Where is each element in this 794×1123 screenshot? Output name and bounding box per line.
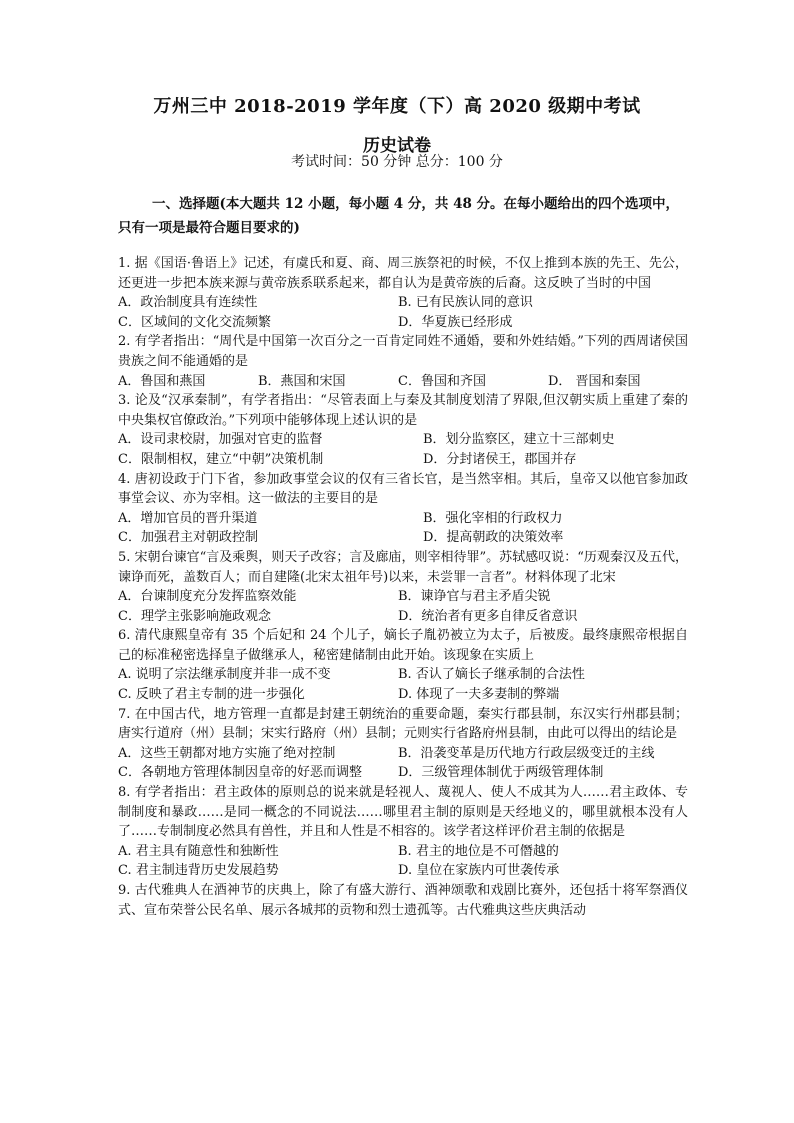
option-c[interactable]: C．鲁国和齐国 <box>398 373 486 389</box>
option-a[interactable]: A．这些王朝都对地方实施了绝对控制 <box>118 745 336 761</box>
question-1 <box>118 254 688 332</box>
question-stem: 7. 在中国古代，地方管理一直都是封建王朝统治的重要命题，秦实行郡县制，东汉实行州郡县制；唐实行道府（州）县制；宋实行路府（州）县制；元则实行省路府州县制，由此可以得出的结论是 <box>118 706 688 742</box>
option-c[interactable]: C. 反映了君主专制的进一步强化 <box>118 687 305 703</box>
option-a[interactable]: A．设司隶校尉，加强对官吏的监督 <box>118 432 323 448</box>
option-b[interactable]: B. 君主的地位是不可僭越的 <box>398 843 559 859</box>
option-a[interactable]: A. 说明了宗法继承制度并非一成不变 <box>118 667 331 683</box>
question-stem: 2. 有学者指出：“周代是中国第一次百分之一百肯定同姓不通婚，要和外姓结婚。”下列的西周诸侯国贵族之间不能通婚的是 <box>118 334 688 369</box>
option-d[interactable]: D．华夏族已经形成 <box>398 314 513 330</box>
option-b[interactable]: B．沿袭变革是历代地方行政层级变迁的主线 <box>398 745 655 761</box>
question-4 <box>118 470 688 548</box>
option-c[interactable]: C．加强君主对朝政控制 <box>118 530 258 546</box>
question-5 <box>118 548 688 626</box>
option-c[interactable]: C．各朝地方管理体制因皇帝的好恶而调整 <box>118 765 362 781</box>
options <box>118 293 688 332</box>
question-stem: 3. 论及“汉承秦制”，有学者指出：“尽管表面上与秦及其制度划清了界限,但汉朝实质上重建了秦的中央集权官僚政治。”下列项中能够体现上述认识的是 <box>118 393 688 428</box>
options <box>118 430 688 469</box>
option-d[interactable]: D. 体现了一夫多妻制的弊端 <box>398 687 560 703</box>
option-d[interactable]: D．提高朝政的决策效率 <box>423 530 564 546</box>
option-a[interactable]: A．政治制度具有连续性 <box>118 295 258 311</box>
options <box>118 842 688 881</box>
question-stem: 6. 清代康熙皇帝有 35 个后妃和 24 个儿子，嫡长子胤礽被立为太子，后被废。最终康熙帝根据自己的标准秘密选择皇子做继承人，秘密建储制由此开始。该现象在实质上 <box>118 628 688 663</box>
option-b[interactable]: B．燕国和宋国 <box>258 373 346 389</box>
option-c[interactable]: C．区域间的文化交流频繁 <box>118 314 271 330</box>
option-d[interactable]: D. 皇位在家族内可世袭传承 <box>398 863 560 879</box>
option-b[interactable]: B. 已有民族认同的意识 <box>398 295 533 311</box>
exam-meta: 考试时间：50 分钟 总分：100 分 <box>291 154 503 170</box>
option-a[interactable]: A．鲁国和燕国 <box>118 373 206 389</box>
option-c[interactable]: C. 君主制违背历史发展趋势 <box>118 863 279 879</box>
exam-title: 万州三中 2018-2019 学年度（下）高 2020 级期中考试 <box>153 96 641 117</box>
option-c[interactable]: C．理学主张影响施政观念 <box>118 608 271 624</box>
option-d[interactable]: D． 晋国和秦国 <box>548 373 641 389</box>
question-7 <box>118 705 688 783</box>
option-d[interactable]: D．分封诸侯王，郡国并存 <box>423 451 577 467</box>
question-stem: 4. 唐初设政于门下省，参加政事堂会议的仅有三省长官，是当然宰相。其后，皇帝又以他官参加政事堂会议、亦为宰相。这一做法的主要目的是 <box>118 471 688 507</box>
question-stem: 5. 宋朝台谏官“言及乘舆，则天子改容；言及廊庙，则宰相待罪”。苏轼感叹说：“历观秦汉及五代，谏诤而死，盖数百人；而自建隆(北宋太祖年号)以来，未尝罪一言者”。材料体现了北宋 <box>118 549 688 585</box>
option-a[interactable]: A．台谏制度充分发挥监察效能 <box>118 589 297 605</box>
option-d[interactable]: D．三级管理体制优于两级管理体制 <box>398 765 604 781</box>
question-3 <box>118 391 688 469</box>
option-d[interactable]: D．统治者有更多自律反省意识 <box>398 608 578 624</box>
question-list <box>118 254 688 920</box>
question-6 <box>118 626 688 704</box>
question-stem: 1. 据《国语·鲁语上》记述，有虞氏和夏、商、周三族祭祀的时候，不仅上推到本族的先王、先公，还更进一步把本族来源与黄帝族系联系起来，都自认为是黄帝族的后裔。这反映了当时的中国 <box>118 256 688 291</box>
question-8 <box>118 783 688 881</box>
option-a[interactable]: A．增加官员的晋升渠道 <box>118 510 258 526</box>
question-9 <box>118 881 688 920</box>
question-2 <box>118 332 688 391</box>
question-stem: 9. 古代雅典人在酒神节的庆典上，除了有盛大游行、酒神颂歌和戏剧比赛外，还包括十将军祭酒仪式、宣布荣誉公民名单、展示各城邦的贡物和烈士遗孤等。古代雅典这些庆典活动 <box>118 883 688 918</box>
options <box>118 665 688 704</box>
question-stem: 8. 有学者指出：君主政体的原则总的说来就是轻视人、蔑视人、使人不成其为人……君主政体、专制制度和暴政……是同一概念的不同说法……哪里君主制的原则是天经地义的，哪里就根本没有人了……专制制度必然具有兽性，并且和人性是不相容的。该学者这样评价君主制的依据是 <box>118 785 688 840</box>
option-a[interactable]: A. 君主具有随意性和独断性 <box>118 843 279 859</box>
option-b[interactable]: B. 否认了嫡长子继承制的合法性 <box>398 667 585 683</box>
options <box>118 372 688 392</box>
options <box>118 509 688 548</box>
option-c[interactable]: C．限制相权，建立“中朝”决策机制 <box>118 451 324 467</box>
option-b[interactable]: B．划分监察区，建立十三部刺史 <box>423 432 615 448</box>
option-b[interactable]: B．谏诤官与君主矛盾尖锐 <box>398 589 551 605</box>
options <box>118 744 688 783</box>
subject-title: 历史试卷 <box>363 136 431 156</box>
section-heading: 一、选择题(本大题共 12 小题，每小题 4 分，共 48 分。在每小题给出的四个选项中，只有一项是最符合题目要求的) <box>118 196 680 236</box>
option-b[interactable]: B．强化宰相的行政权力 <box>423 510 563 526</box>
options <box>118 587 688 626</box>
